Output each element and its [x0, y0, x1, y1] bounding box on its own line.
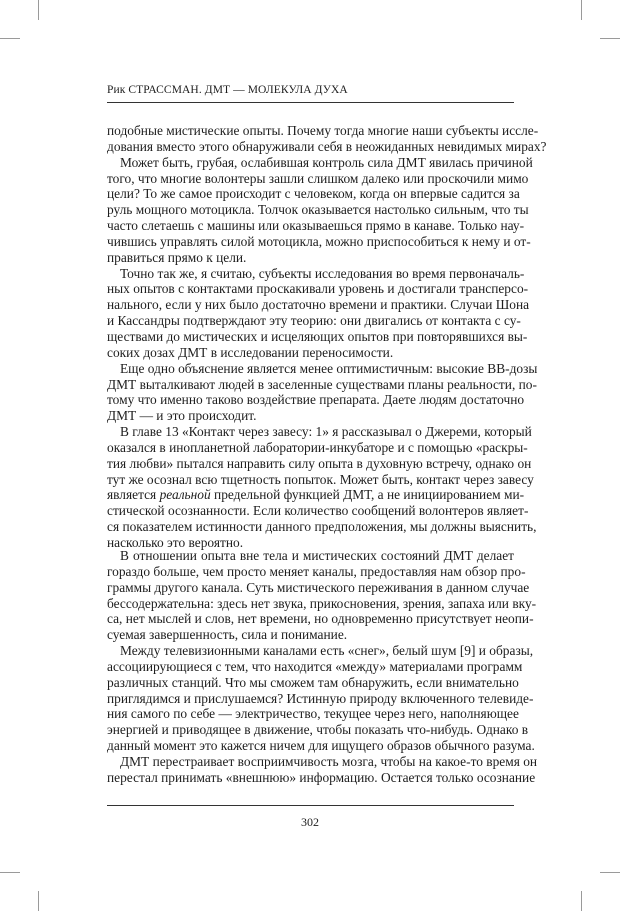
- text-line: ДМТ перестраивает восприимчивость мозга, чтобы на какое-то время он: [120, 753, 538, 769]
- text-line: ДМТ выталкивают людей в заселенные существами планы реальности, по-: [107, 376, 537, 392]
- crop-mark: [38, 0, 39, 20]
- text-line: Может быть, грубая, ослабившая контроль сила ДМТ явилась причиной: [120, 154, 533, 170]
- footer-rule: [107, 805, 514, 806]
- crop-mark: [600, 872, 620, 873]
- text-line: Между телевизионными каналами есть «снег», белый шум [9] и образы,: [120, 643, 534, 659]
- text-line: ассоциирующиеся с тем, что находится «между» материалами программ: [107, 658, 523, 674]
- text-line: различных станций. Что мы сможем там обнаружить, если внимательно: [107, 674, 519, 690]
- crop-mark: [581, 0, 582, 20]
- text-block-1: [107, 123, 547, 551]
- text-line: часто слетаешь с машины или оказываешься прямо в канаве. Только нау-: [107, 218, 525, 234]
- crop-mark: [0, 872, 20, 873]
- running-head: Рик СТРАССМАН. ДМТ — МОЛЕКУЛА ДУХА: [107, 84, 348, 96]
- crop-mark: [600, 38, 620, 39]
- text-line: и Кассандры подтверждают эту теорию: они двигались от контакта с су-: [107, 313, 521, 329]
- text-line: В главе 13 «Контакт через завесу: 1» я рассказывал о Джереми, который: [120, 424, 532, 440]
- text-line: руль мощного мотоцикла. Толчок оказывается настолько сильным, что ты: [107, 202, 529, 218]
- text-line: того, что многие волонтеры зашли слишком далеко или проскочили мимо: [107, 170, 529, 186]
- text-line: энергией и приводящее в движение, чтобы показать что-нибудь. Однако в: [107, 722, 529, 738]
- italic-emphasis: реальной: [159, 487, 211, 503]
- header-rule: [107, 102, 514, 103]
- text-line: приглядимся и прислушаемся? Истинную природу включенного телевиде-: [107, 690, 534, 706]
- text-line: [107, 487, 525, 503]
- text-line: соких дозах ДМТ в исследовании переносимости.: [107, 344, 394, 360]
- crop-mark: [38, 891, 39, 911]
- text-line: оказался в инопланетной лаборатории-инкубаторе и с помощью «раскры-: [107, 439, 528, 455]
- text-span: является: [107, 487, 160, 503]
- text-line: правиться прямо к цели.: [107, 249, 247, 265]
- text-line: гораздо больше, чем просто меняет каналы, предоставляя нам обзор про-: [107, 563, 526, 579]
- text-line: ния самого по себе — электричество, текущее через него, наполняющее: [107, 706, 519, 722]
- crop-mark: [581, 891, 582, 911]
- text-line: ных опытов с контактами проскакивали уровень и достигали трансперсо-: [107, 281, 529, 297]
- text-line: стической осознанности. Если количество сообщений волонтеров являет-: [107, 503, 529, 519]
- text-line: граммы другого канала. Суть мистического переживания в данном случае: [107, 579, 530, 595]
- text-line: цели? То же самое происходит с человеком, когда он впервые садится за: [107, 186, 520, 202]
- text-line: Точно так же, я считаю, субъекты исследования во время первоначаль-: [120, 265, 525, 281]
- text-span: предельной функцией ДМТ, а не инициированием ми-: [210, 487, 525, 503]
- text-line: бессодержательна: здесь нет звука, прикосновения, зрения, запаха или вку-: [107, 595, 537, 611]
- text-line: са, нет мыслей и слов, нет времени, но одновременно присутствует неопи-: [107, 611, 534, 627]
- text-line: суемая завершенность, сила и понимание.: [107, 627, 348, 643]
- text-line: Еще одно объяснение является менее оптимистичным: высокие ВВ-дозы: [120, 360, 538, 376]
- text-line: тому что именно таково воздействие препарата. Даете людям достаточно: [107, 392, 525, 408]
- text-line: насколько это вероятно.: [107, 534, 244, 550]
- text-line: тут же осознал всю тщетность попыток. Может быть, контакт через завесу: [107, 471, 534, 487]
- text-line: подобные мистические опыты. Почему тогда многие наши субъекты иссле-: [107, 123, 539, 138]
- text-block-2: [107, 548, 538, 786]
- text-line: тия любви» пытался направить силу опыта в духовную встречу, однако он: [107, 455, 532, 471]
- text-line: перестал принимать «внешнюю» информацию. Остается только осознание: [107, 769, 536, 785]
- text-line: дования вместо этого обнаруживали себя в неожиданных невидимых мирах?: [107, 138, 547, 154]
- text-line: ДМТ — и это происходит.: [107, 408, 257, 424]
- text-line: ществами до мистических и исцеляющих опытов при повторявшихся вы-: [107, 328, 528, 344]
- text-line: чившись управлять силой мотоцикла, можно приспособиться к нему и от-: [107, 233, 531, 249]
- text-line: данный момент это кажется ничем для ищущего образов обычного разума.: [107, 738, 535, 754]
- page-number: 302: [301, 815, 319, 829]
- text-line: ся показателем истинности данного предположения, мы должны выяснить,: [107, 519, 537, 535]
- text-line: В отношении опыта вне тела и мистических состояний ДМТ делает: [120, 548, 514, 563]
- text-line: нального, если у них было достаточно времени и практики. Случаи Шона: [107, 297, 530, 313]
- crop-mark: [0, 38, 20, 39]
